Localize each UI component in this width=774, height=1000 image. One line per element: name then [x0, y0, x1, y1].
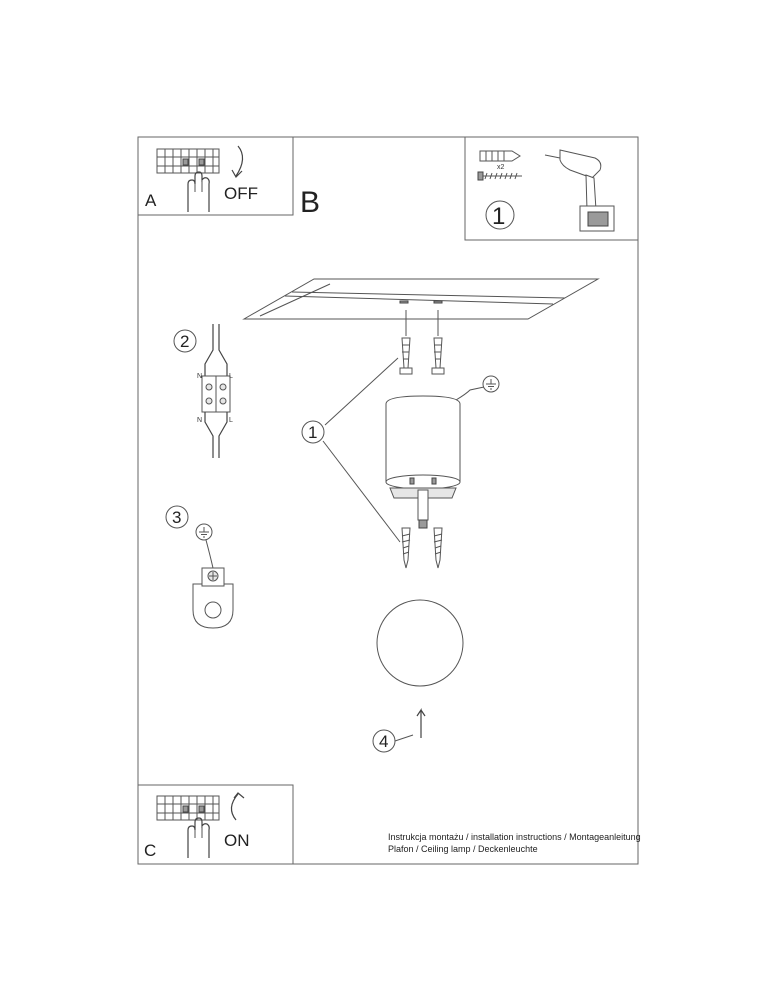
neutral-bottom-label: N — [197, 417, 203, 424]
live-bottom-label: L — [229, 417, 233, 424]
step-1-callout — [302, 358, 400, 542]
power-off-label: OFF — [224, 184, 258, 203]
panel-c-power-on — [138, 785, 293, 864]
breaker-switch-icon — [157, 796, 219, 820]
caption-line-2: Plafon / Ceiling lamp / Deckenleuchte — [388, 844, 538, 854]
hand-icon — [188, 172, 209, 212]
arrow-down-icon — [232, 146, 243, 177]
screw-icon — [478, 172, 522, 180]
live-top-label: L — [229, 373, 233, 380]
ceiling-plate — [244, 279, 598, 319]
wall-plug-pair — [400, 310, 444, 374]
step-4-number: 4 — [379, 732, 389, 751]
step-3-ground-terminal — [166, 506, 233, 628]
step-4-callout — [373, 710, 425, 752]
step-1-number: 1 — [308, 423, 318, 442]
ground-symbol-icon — [483, 376, 499, 392]
power-on-label: ON — [224, 831, 250, 850]
screw-pair — [402, 528, 442, 568]
glass-globe — [377, 600, 463, 686]
panel-b-letter: B — [300, 186, 321, 219]
hand-icon — [188, 818, 209, 858]
main-frame — [138, 137, 638, 864]
arrow-up-icon — [417, 710, 425, 738]
tools-panel — [465, 137, 638, 240]
caption-line-1: Instrukcja montażu / installation instructions / Montageanleitung — [388, 832, 641, 842]
drill-icon — [545, 150, 614, 231]
tools-step-number: 1 — [492, 203, 506, 230]
breaker-switch-icon — [157, 149, 219, 173]
step-2-connector — [174, 324, 233, 458]
step-2-number: 2 — [180, 332, 190, 351]
wall-plug-icon — [480, 151, 520, 161]
panel-a-power-off — [138, 137, 293, 215]
lamp-body — [386, 387, 484, 528]
ground-symbol-icon — [196, 524, 212, 540]
panel-c-letter: C — [144, 841, 157, 860]
arrow-up-icon — [231, 793, 244, 820]
neutral-top-label: N — [197, 373, 203, 380]
quantity-label: x2 — [497, 164, 505, 171]
panel-a-letter: A — [145, 191, 157, 210]
step-3-number: 3 — [172, 508, 182, 527]
